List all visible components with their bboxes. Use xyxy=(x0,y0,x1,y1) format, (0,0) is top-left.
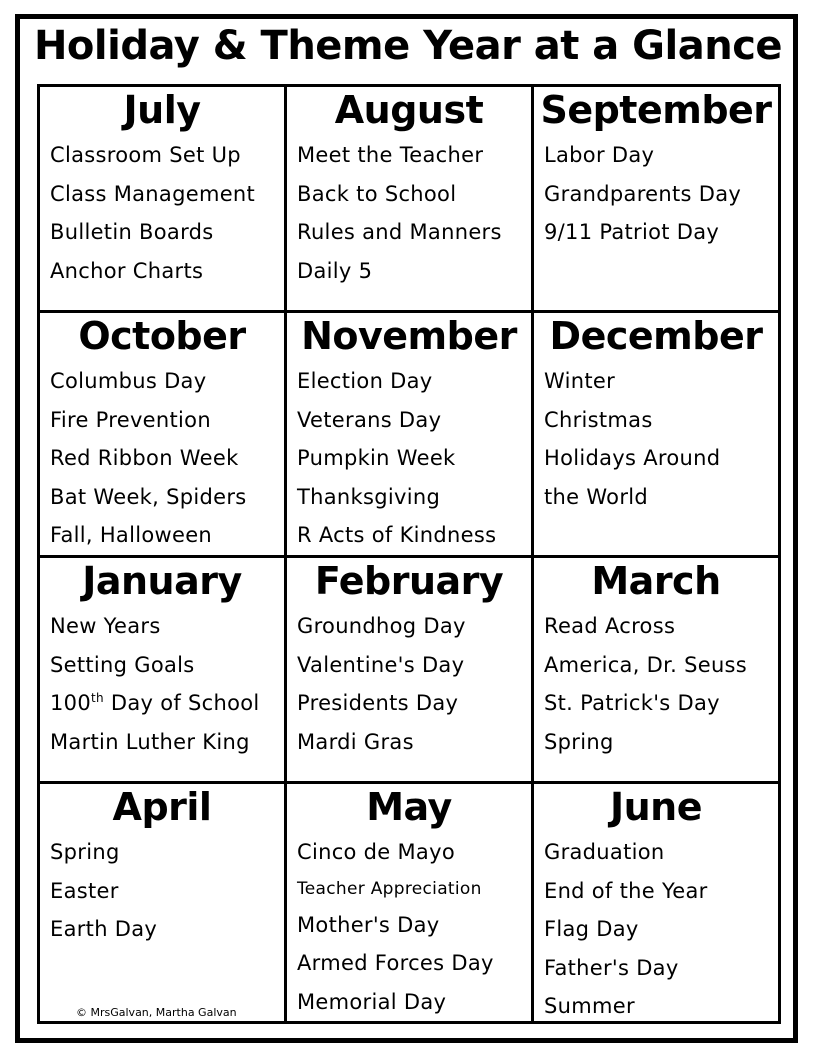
month-heading: September xyxy=(540,88,772,132)
theme-list xyxy=(40,607,284,761)
month-cell-january xyxy=(40,558,287,784)
theme-item: Teacher Appreciation xyxy=(297,878,482,899)
month-cell-june xyxy=(534,784,778,1021)
theme-list xyxy=(287,833,531,1021)
theme-item: New Years xyxy=(50,614,161,638)
month-heading: January xyxy=(82,559,242,603)
page-title: Holiday & Theme Year at a Glance xyxy=(33,23,783,69)
theme-list xyxy=(534,136,778,252)
theme-item: 9/11 Patriot Day xyxy=(544,220,720,244)
copyright-notice: © MrsGalvan, Martha Galvan xyxy=(76,1006,237,1019)
theme-list xyxy=(287,136,531,290)
month-cell-april xyxy=(40,784,287,1021)
month-cell-october xyxy=(40,313,287,558)
theme-item: Flag Day xyxy=(544,917,639,941)
theme-item: Mother's Day xyxy=(297,912,440,937)
month-cell-august xyxy=(287,87,534,313)
theme-list xyxy=(40,833,284,949)
month-heading: December xyxy=(549,314,763,358)
theme-item: Valentine's Day xyxy=(297,652,465,677)
month-cell-july xyxy=(40,87,287,313)
month-heading: April xyxy=(112,785,212,829)
theme-list xyxy=(287,607,531,761)
month-heading: August xyxy=(334,88,484,132)
theme-list xyxy=(287,362,531,555)
theme-list xyxy=(40,362,284,555)
month-cell-december xyxy=(534,313,778,558)
theme-item: Groundhog Day xyxy=(297,614,466,638)
theme-item: Spring xyxy=(544,729,614,754)
month-cell-february xyxy=(287,558,534,784)
month-heading: March xyxy=(591,559,721,603)
theme-item xyxy=(50,684,284,723)
theme-item: Armed Forces Day xyxy=(297,951,494,975)
theme-item: Holidays Around xyxy=(544,446,721,470)
theme-item: Bat Week, Spiders xyxy=(50,484,247,509)
month-cell-september xyxy=(534,87,778,313)
theme-item-number: 100 xyxy=(50,691,91,715)
theme-item: Martin Luther King xyxy=(50,729,250,754)
theme-item: Rules and Manners xyxy=(297,220,502,244)
theme-list xyxy=(534,833,778,1021)
theme-item: Earth Day xyxy=(50,917,158,941)
theme-item: End of the Year xyxy=(544,878,708,903)
theme-item: Election Day xyxy=(297,369,433,393)
theme-item: Classroom Set Up xyxy=(50,143,241,167)
theme-item: Summer xyxy=(544,994,635,1018)
month-heading: February xyxy=(314,559,504,603)
theme-item: Easter xyxy=(50,878,119,903)
theme-item: Grandparents Day xyxy=(544,181,742,206)
theme-item: Meet the Teacher xyxy=(297,143,484,167)
theme-item: Anchor Charts xyxy=(50,258,204,283)
month-heading: May xyxy=(366,785,452,829)
theme-list xyxy=(40,136,284,290)
theme-item: the World xyxy=(544,484,649,509)
theme-item: Read Across xyxy=(544,614,676,638)
theme-item: Spring xyxy=(50,840,120,864)
theme-item: Columbus Day xyxy=(50,369,207,393)
theme-item: Presidents Day xyxy=(297,691,459,715)
theme-item: America, Dr. Seuss xyxy=(544,652,748,677)
month-cell-march xyxy=(534,558,778,784)
ordinal-suffix: th xyxy=(90,691,104,705)
theme-item: Red Ribbon Week xyxy=(50,446,239,470)
month-heading: July xyxy=(123,88,201,132)
theme-item: Memorial Day xyxy=(297,989,447,1014)
month-cell-november xyxy=(287,313,534,558)
month-heading: November xyxy=(301,314,517,358)
month-heading: October xyxy=(78,314,246,358)
theme-item: Mardi Gras xyxy=(297,729,414,754)
theme-item: Pumpkin Week xyxy=(297,446,456,470)
theme-item: Thanksgiving xyxy=(297,484,441,509)
theme-item: Fall, Halloween xyxy=(50,523,213,547)
theme-item: Daily 5 xyxy=(297,258,373,283)
theme-item: Veterans Day xyxy=(297,407,442,432)
theme-item: St. Patrick's Day xyxy=(544,691,720,715)
theme-item: Fire Prevention xyxy=(50,407,211,432)
theme-list xyxy=(534,607,778,761)
theme-item-text: Day of School xyxy=(103,691,260,715)
theme-item: Setting Goals xyxy=(50,652,195,677)
theme-item: Father's Day xyxy=(544,955,679,980)
theme-item: Back to School xyxy=(297,181,457,206)
theme-item: Cinco de Mayo xyxy=(297,840,455,864)
month-cell-may xyxy=(287,784,534,1021)
theme-list xyxy=(534,362,778,516)
theme-item: Labor Day xyxy=(544,143,655,167)
months-grid xyxy=(37,84,781,1024)
theme-item: Graduation xyxy=(544,840,665,864)
theme-item: R Acts of Kindness xyxy=(297,523,497,547)
theme-item: Christmas xyxy=(544,407,653,432)
theme-item: Class Management xyxy=(50,181,256,206)
theme-item: Bulletin Boards xyxy=(50,220,214,244)
month-heading: June xyxy=(609,785,703,829)
theme-item: Winter xyxy=(544,369,616,393)
